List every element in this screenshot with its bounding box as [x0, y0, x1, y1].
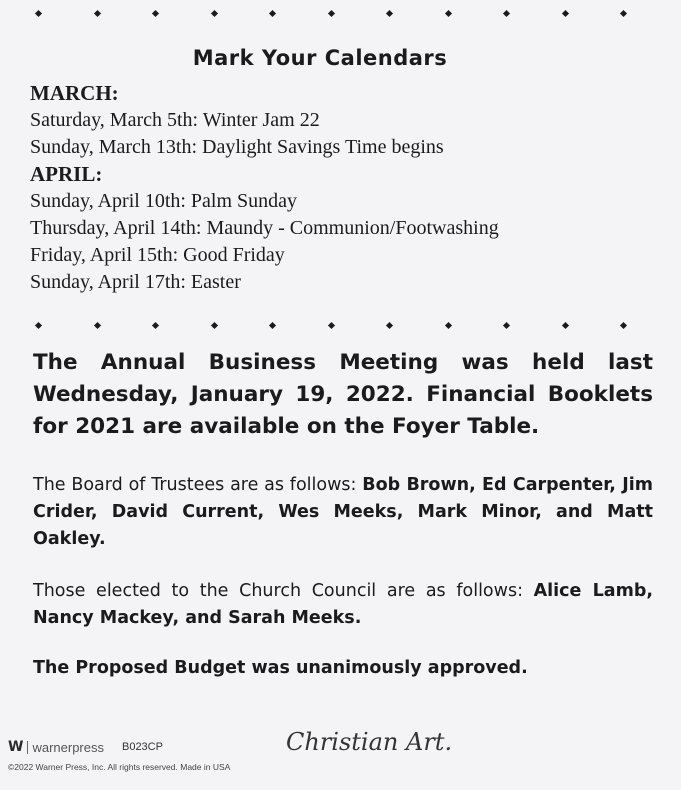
diamond-icon	[386, 321, 393, 328]
copyright-notice: ©2022 Warner Press, Inc. All rights reserved. Made in USA	[8, 762, 231, 772]
calendar-event: Sunday, April 10th: Palm Sunday	[30, 190, 298, 212]
diamond-icon	[93, 321, 100, 328]
brand-divider	[27, 741, 28, 754]
publisher-name: warnerpress	[32, 739, 104, 755]
diamond-icon	[152, 321, 159, 328]
calendar-event: Sunday, April 17th: Easter	[30, 271, 241, 293]
budget-statement: The Proposed Budget was unanimously approved.	[33, 658, 528, 678]
diamond-icon	[327, 321, 334, 328]
diamond-icon	[93, 9, 100, 16]
diamond-icon	[620, 9, 627, 16]
calendar-event: Thursday, April 14th: Maundy - Communion/Footwashing	[30, 217, 499, 239]
month-heading: MARCH:	[30, 81, 119, 105]
diamond-icon	[35, 321, 42, 328]
calendar-event: Saturday, March 5th: Winter Jam 22	[30, 109, 320, 131]
calendar-title: Mark Your Calendars	[192, 46, 448, 70]
diamond-icon	[503, 9, 510, 16]
diamond-icon	[561, 321, 568, 328]
diamond-icon	[35, 9, 42, 16]
trustees-paragraph	[33, 472, 653, 553]
middle-diamond-divider	[36, 318, 626, 332]
month-heading: APRIL:	[30, 162, 103, 186]
warnerpress-logo-icon: W	[8, 739, 24, 755]
council-paragraph	[33, 578, 653, 632]
publisher-footer	[8, 738, 230, 772]
trustees-lead: The Board of Trustees are as follows:	[33, 475, 363, 495]
diamond-icon	[152, 9, 159, 16]
diamond-icon	[327, 9, 334, 16]
diamond-icon	[210, 321, 217, 328]
diamond-icon	[210, 9, 217, 16]
diamond-icon	[561, 9, 568, 16]
annual-meeting-announcement: The Annual Business Meeting was held last Wednesday, January 19, 2022. Financial Booklets for 2021 are available on the Foyer Table.	[33, 350, 653, 439]
diamond-icon	[620, 321, 627, 328]
trustees-names: Bob Brown, Ed Carpenter, Jim Crider, David Current, Wes Meeks, Mark Minor, and Matt Oakley.	[33, 475, 653, 549]
council-lead: Those elected to the Church Council are as follows:	[33, 581, 534, 601]
diamond-icon	[503, 321, 510, 328]
calendar-event: Friday, April 15th: Good Friday	[30, 244, 285, 266]
diamond-icon	[269, 9, 276, 16]
diamond-icon	[386, 9, 393, 16]
diamond-icon	[444, 9, 451, 16]
council-names: Alice Lamb, Nancy Mackey, and Sarah Meeks.	[33, 581, 653, 628]
product-code: B023CP	[121, 741, 163, 753]
diamond-icon	[269, 321, 276, 328]
diamond-icon	[444, 321, 451, 328]
calendar-event: Sunday, March 13th: Daylight Savings Time begins	[30, 136, 444, 158]
christian-art-logo: Christian Art.	[286, 728, 453, 756]
top-diamond-divider	[36, 6, 626, 20]
calendar-list	[30, 80, 650, 296]
